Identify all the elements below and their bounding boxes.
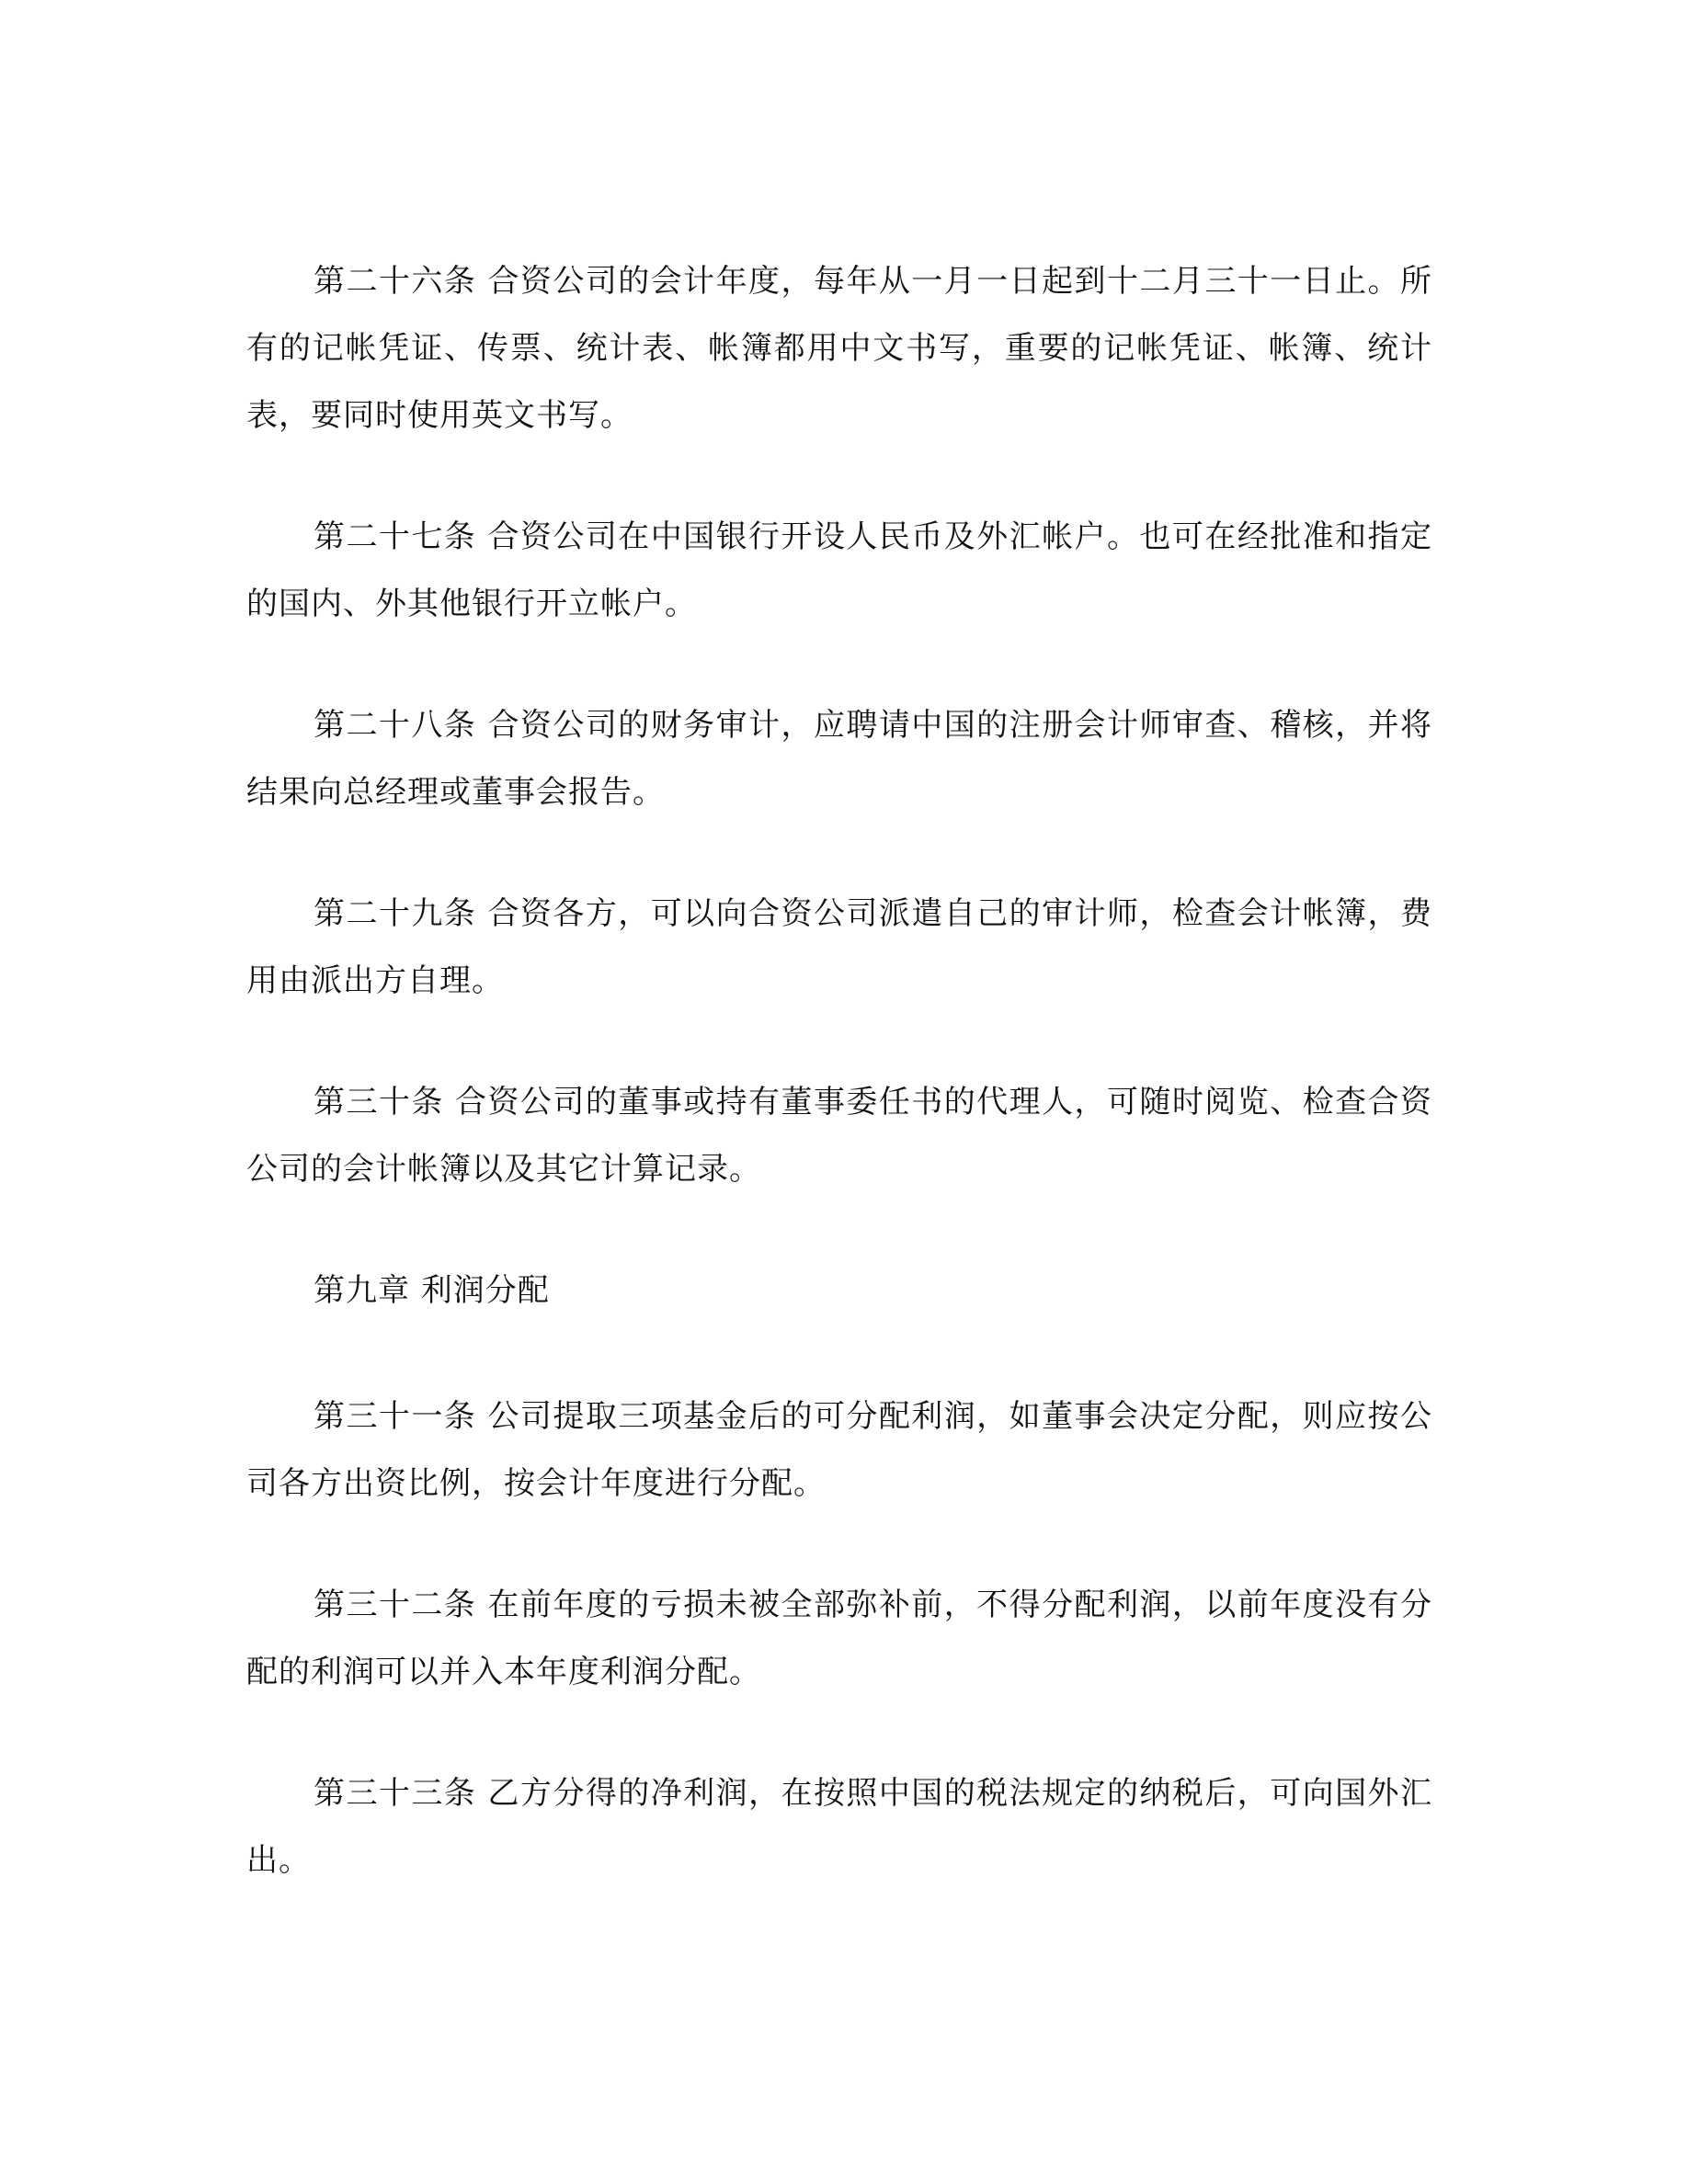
chapter-9-heading: 第九章 利润分配	[314, 1272, 550, 1309]
article-33-paragraph: 第三十三条 乙方分得的净利润，在按照中国的税法规定的纳税后，可向国外汇出。	[246, 1775, 1432, 1879]
article-29-paragraph: 第二十九条 合资各方，可以向合资公司派遣自己的审计师，检查会计帐簿，费用由派出方自理。	[246, 895, 1432, 999]
article-27-paragraph: 第二十七条 合资公司在中国银行开设人民币及外汇帐户。也可在经批准和指定的国内、外其他银行开立帐户。	[246, 518, 1432, 622]
article-28-paragraph: 第二十八条 合资公司的财务审计，应聘请中国的注册会计师审查、稽核，并将结果向总经理或董事会报告。	[246, 707, 1432, 811]
article-26-paragraph: 第二十六条 合资公司的会计年度，每年从一月一日起到十二月三十一日止。所有的记帐凭证、传票、统计表、帐簿都用中文书写，重要的记帐凭证、帐簿、统计表，要同时使用英文书写。	[246, 263, 1432, 434]
article-32-paragraph: 第三十二条 在前年度的亏损未被全部弥补前，不得分配利润，以前年度没有分配的利润可以并入本年度利润分配。	[246, 1587, 1432, 1690]
article-30-paragraph: 第三十条 合资公司的董事或持有董事委任书的代理人，可随时阅览、检查合资公司的会计帐簿以及其它计算记录。	[246, 1084, 1432, 1188]
article-31-paragraph: 第三十一条 公司提取三项基金后的可分配利润，如董事会决定分配，则应按公司各方出资比例，按会计年度进行分配。	[246, 1398, 1432, 1502]
